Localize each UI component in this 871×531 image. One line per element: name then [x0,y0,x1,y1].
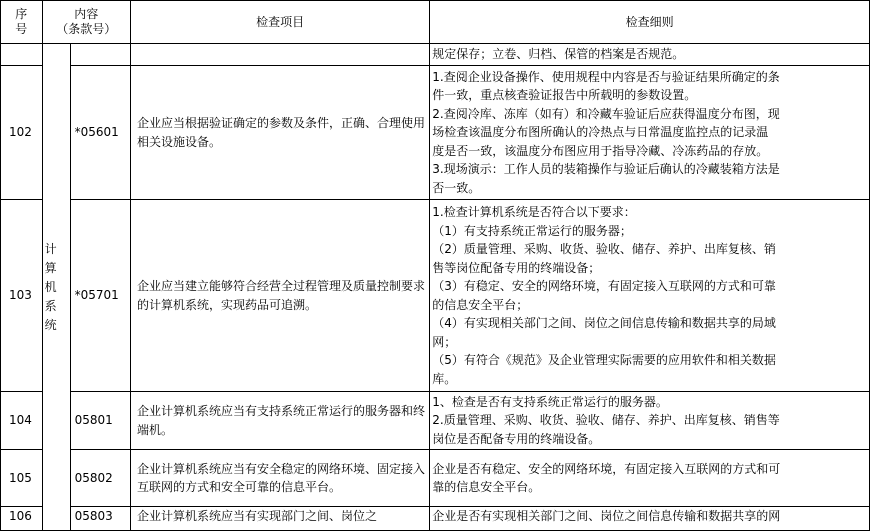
category-char: 计 [44,241,57,256]
header-seq-line: 序 [15,7,28,21]
row-item: 企业计算机系统应当有实现部门之间、岗位之 [130,507,429,531]
table-row [1,200,870,392]
row-code: *05601 [70,66,130,200]
header-row [1,1,870,44]
detail-line: 靠的信息安全平台。 [432,480,541,494]
table-row [1,507,870,531]
category-char: 统 [44,317,57,332]
detail-line: 网； [432,334,457,349]
detail-line: 岗位是否配备专用的终端设备。 [432,431,601,446]
row-code: *05701 [70,200,130,392]
carry-item [130,44,429,66]
detail-line: （4）有实现相关部门之间、岗位之间信息传输和数据共享的局域 [432,316,776,330]
category-cell [42,44,70,531]
header-seq [1,1,43,44]
header-content-line: （条款号） [56,22,117,36]
row-seq: 104 [1,392,43,450]
row-detail [430,200,870,392]
row-code: 05802 [70,450,130,507]
detail-line: 的信息安全平台； [432,297,529,312]
row-seq: 106 [1,507,43,531]
detail-line: 度是否一致，该温度分布图应用于指导冷藏、冷冻药品的存放。 [432,143,769,158]
header-content [42,1,130,44]
category-char: 系 [44,298,57,313]
detail-line: 1.查阅企业设备操作、使用规程中内容是否与验证结果所确定的条 [432,69,780,84]
table-row [1,66,870,200]
detail-line: 否一致。 [432,180,481,195]
row-item: 企业计算机系统应当有安全稳定的网络环境、固定接入互联网的方式和安全可靠的信息平台。 [130,450,429,507]
category-char: 算 [44,260,57,275]
row-detail [430,507,870,531]
row-detail [430,66,870,200]
header-seq-line: 号 [15,22,28,36]
detail-line: 2.质量管理、采购、收货、验收、储存、养护、出库复核、销售等 [432,413,780,428]
detail-line: 场检查该温度分布图所确认的冷热点与日常温度监控点的记录温 [432,125,769,140]
carry-detail: 规定保存；立卷、归档、保管的档案是否规范。 [430,44,870,66]
detail-line: （5）有符合《规范》及企业管理实际需要的应用软件和相关数据 [432,353,776,367]
detail-line: （2）质量管理、采购、收货、验收、储存、养护、出库复核、销 [432,242,776,256]
detail-line: 2.查阅冷库、冻库（如有）和冷藏车验证后应获得温度分布图，现 [432,106,780,121]
category-char: 机 [44,279,57,294]
carry-code [70,44,130,66]
row-detail [430,392,870,450]
header-item: 检查项目 [130,1,429,44]
row-item: 企业应当根据验证确定的参数及条件，正确、合理使用相关设施设备。 [130,66,429,200]
table-row [1,450,870,507]
detail-line: 企业是否有稳定、安全的网络环境，有固定接入互联网的方式和可 [432,461,781,476]
row-detail [430,450,870,507]
detail-line: （1）有支持系统正常运行的服务器； [432,223,632,238]
row-item: 企业计算机系统应当有支持系统正常运行的服务器和终端机。 [130,392,429,450]
row-seq: 102 [1,66,43,200]
table-row [1,392,870,450]
row-item: 企业应当建立能够符合经营全过程管理及质量控制要求的计算机系统，实现药品可追溯。 [130,200,429,392]
row-code: 05801 [70,392,130,450]
header-detail: 检查细则 [430,1,870,44]
header-content-line: 内容 [74,7,99,21]
detail-line: 库。 [432,371,457,386]
detail-line: 件一致，重点核查验证报告中所载明的参数设置。 [432,88,697,103]
detail-line: 售等岗位配备专用的终端设备； [432,260,601,275]
detail-line: 3.现场演示：工作人员的装箱操作与验证后确认的冷藏装箱方法是 [432,162,780,177]
detail-line: 企业是否有实现相关部门之间、岗位之间信息传输和数据共享的网 [432,509,781,523]
detail-line: （3）有稳定、安全的网络环境，有固定接入互联网的方式和可靠 [432,279,776,293]
row-seq: 105 [1,450,43,507]
detail-line: 1.检查计算机系统是否符合以下要求： [432,205,636,219]
carry-seq [1,44,43,66]
row-seq: 103 [1,200,43,392]
detail-line: 1、检查是否有支持系统正常运行的服务器。 [432,394,668,409]
row-code: 05803 [70,507,130,531]
carry-row [1,44,870,66]
